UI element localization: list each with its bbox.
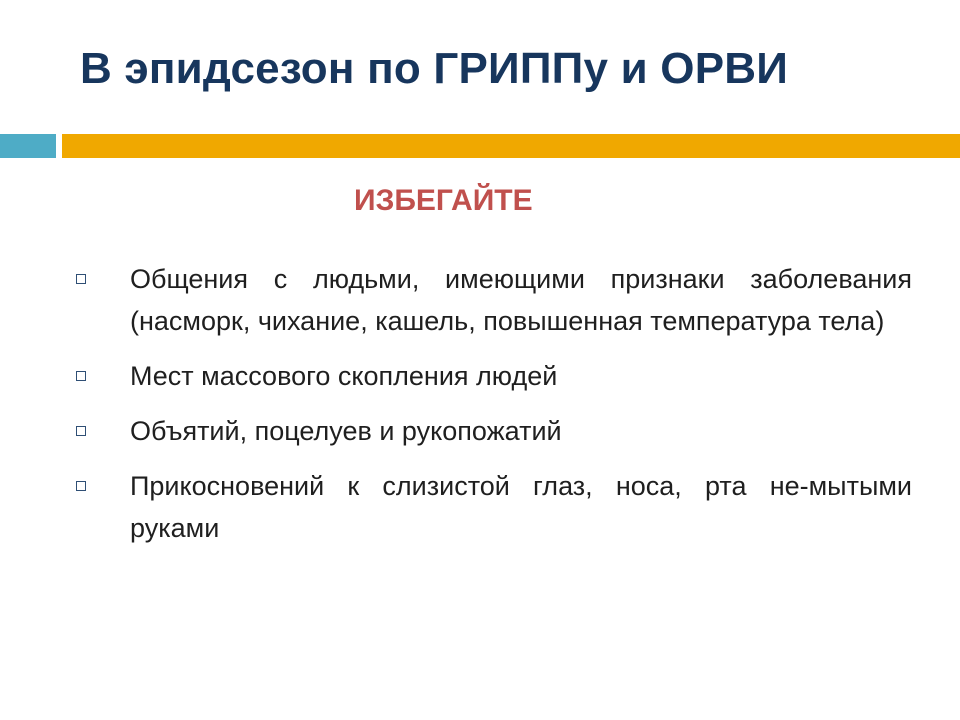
bullet-item (74, 410, 912, 452)
bullet-text: Общения с людьми, имеющими признаки заболевания (насморк, чихание, кашель, повышенная температура тела) (130, 264, 912, 336)
square-bullet-icon (76, 481, 86, 491)
bullet-text: Прикосновений к слизистой глаз, носа, рта не-мытыми руками (130, 471, 912, 543)
slide-title: В эпидсезон по ГРИППу и ОРВИ (80, 44, 789, 93)
bullet-list (74, 258, 912, 562)
bullet-text: Мест массового скопления людей (130, 361, 558, 391)
slide-subtitle: ИЗБЕГАЙТЕ (354, 184, 533, 217)
accent-bar-orange (62, 134, 960, 158)
square-bullet-icon (76, 371, 86, 381)
square-bullet-icon (76, 426, 86, 436)
bullet-item (74, 355, 912, 397)
bullet-item (74, 258, 912, 342)
accent-bar-blue (0, 134, 56, 158)
square-bullet-icon (76, 274, 86, 284)
bullet-item (74, 465, 912, 549)
bullet-text: Объятий, поцелуев и рукопожатий (130, 416, 562, 446)
